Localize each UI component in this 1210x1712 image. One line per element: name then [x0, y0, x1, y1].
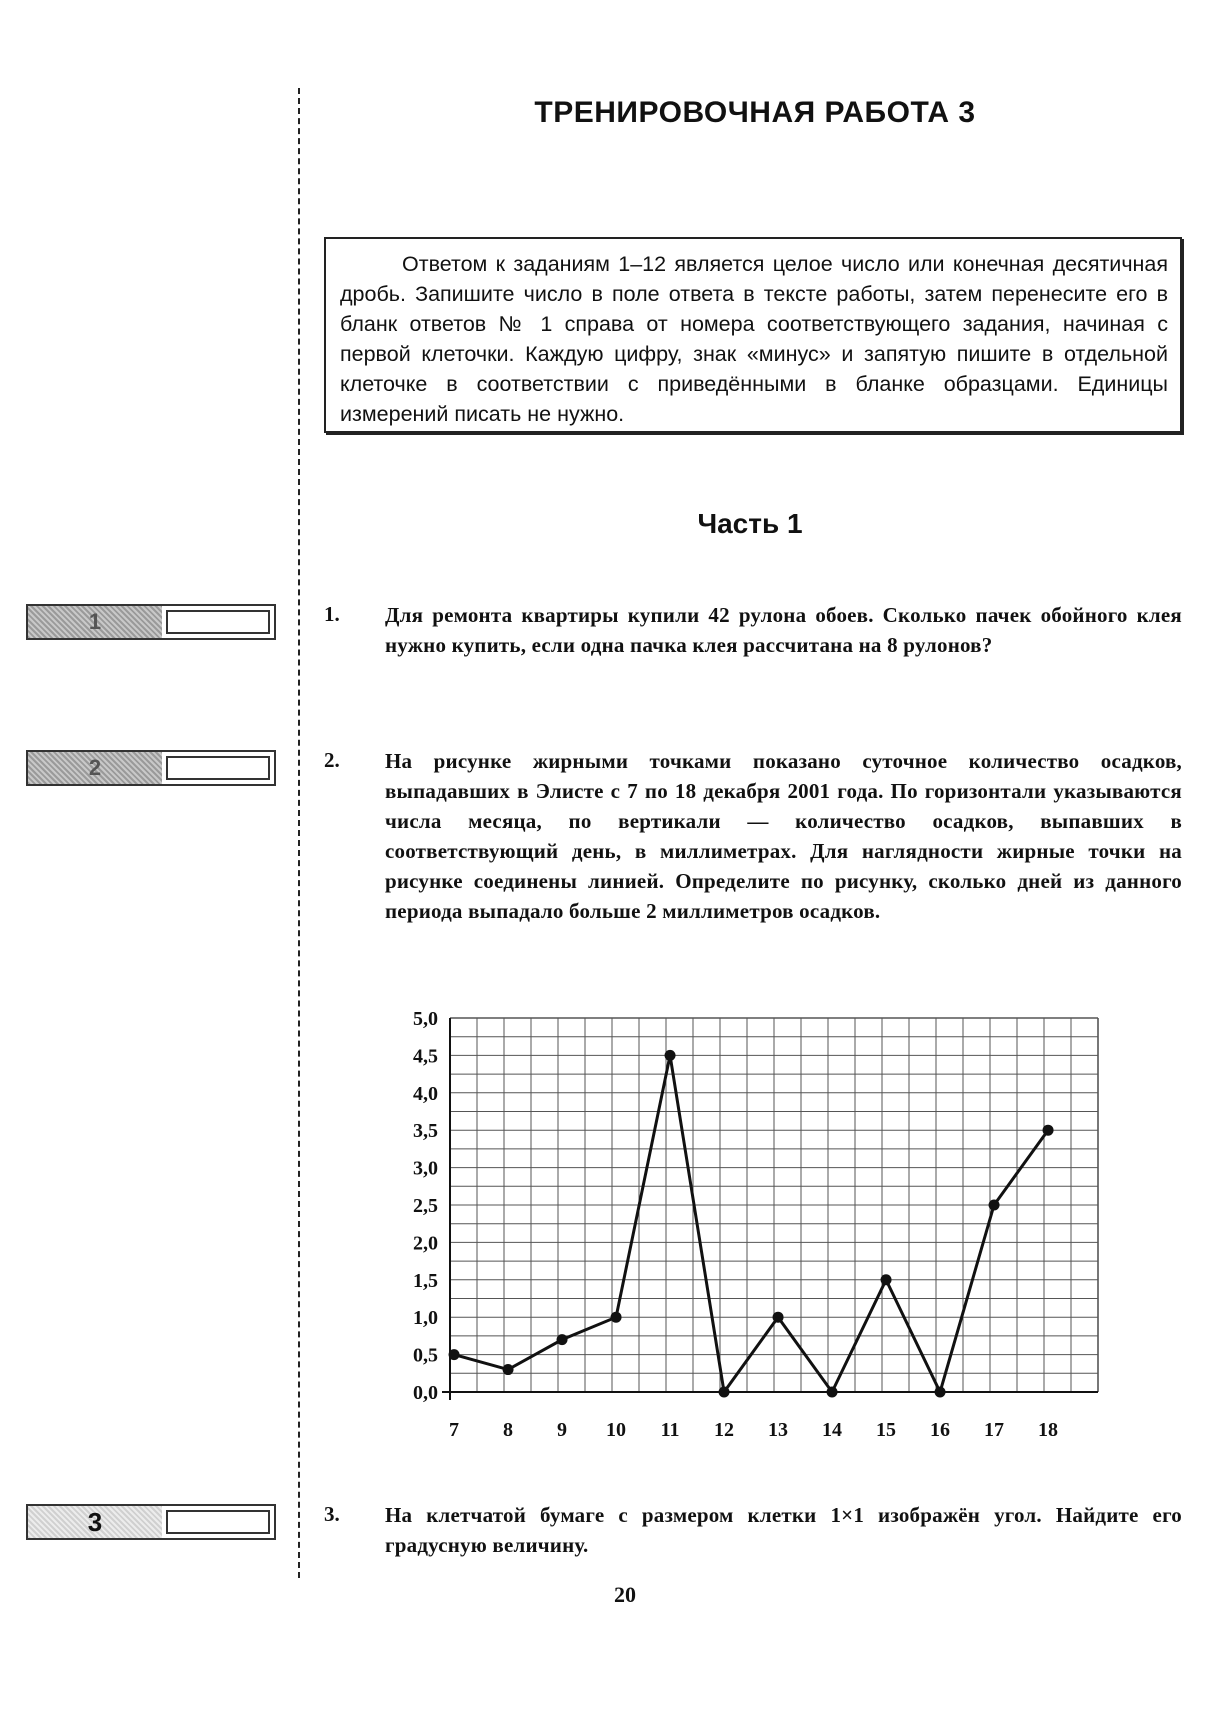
- task-number-2: 2.: [324, 748, 340, 772]
- answer-box-number: 3: [28, 1506, 162, 1538]
- data-point: [989, 1200, 1000, 1211]
- precipitation-chart: [380, 1000, 1120, 1470]
- x-tick-label: 15: [876, 1419, 897, 1441]
- x-tick-label: 8: [503, 1419, 514, 1441]
- task-text-2: На рисунке жирными точками показано суточное количество осадков, выпадавших в Элисте с 7 по 18 декабря 2001 года. По горизонтали указываются числа месяца, по вертикали — количество осадков, выпавших в соответствующий день, в миллиметрах. Для наглядности жирные точки на рисунке соединены линией. Определите по рисунку, сколько дней из данного периода выпадало больше 2 миллиметров осадков.: [385, 749, 1182, 923]
- page-number: 20: [614, 1582, 636, 1607]
- x-tick-label: 16: [930, 1419, 951, 1441]
- y-tick-label: 3,0: [413, 1157, 438, 1180]
- y-tick-label: 1,5: [413, 1269, 438, 1292]
- x-tick-label: 14: [822, 1419, 843, 1441]
- x-tick-label: 18: [1038, 1419, 1059, 1441]
- y-tick-label: 2,0: [413, 1232, 438, 1255]
- cut-line: [298, 88, 300, 1578]
- x-tick-label: 9: [557, 1419, 568, 1441]
- task-number-3: 3.: [324, 1502, 340, 1526]
- data-point: [719, 1387, 730, 1398]
- y-tick-label: 2,5: [413, 1195, 438, 1217]
- data-point: [665, 1050, 676, 1061]
- y-tick-label: 1,0: [413, 1307, 438, 1330]
- data-point: [881, 1274, 892, 1285]
- answer-box-number: 1: [28, 606, 162, 638]
- task-number-1: 1.: [324, 602, 340, 626]
- x-tick-label: 11: [660, 1419, 680, 1441]
- data-point: [935, 1387, 946, 1398]
- y-tick-label: 5,0: [413, 1008, 438, 1030]
- y-tick-label: 0,5: [413, 1344, 438, 1367]
- data-point: [449, 1349, 460, 1360]
- answer-field-1[interactable]: [166, 610, 270, 634]
- chart-svg: [380, 1000, 1120, 1470]
- data-point: [557, 1334, 568, 1345]
- page-title: ТРЕНИРОВОЧНАЯ РАБОТА 3: [534, 96, 976, 129]
- y-tick-label: 3,5: [413, 1120, 438, 1143]
- y-tick-label: 0,0: [413, 1382, 438, 1404]
- answer-box-3: [26, 1504, 276, 1540]
- answer-box-number: 2: [28, 752, 162, 784]
- instructions-box: Ответом к заданиям 1–12 является целое число или конечная десятичная дробь. Запишите число в поле ответа в тексте работы, затем перенесите его в бланк ответов № 1 справа от номера соответствующего задания, начиная с первой клеточки. Каждую цифру, знак «минус» и запятую пишите в отдельной клеточке в соответствии с приведёнными в бланке образцами. Единицы измерений писать не нужно.: [324, 237, 1182, 433]
- x-tick-label: 13: [768, 1419, 789, 1441]
- task-text-1: Для ремонта квартиры купили 42 рулона обоев. Сколько пачек обойного клея нужно купить, если одна пачка клея рассчитана на 8 рулонов?: [385, 603, 1182, 657]
- data-point: [611, 1312, 622, 1323]
- x-tick-label: 7: [449, 1419, 460, 1441]
- y-tick-label: 4,0: [413, 1082, 438, 1105]
- answer-box-1: [26, 604, 276, 640]
- data-point: [1043, 1125, 1054, 1136]
- answer-field-2[interactable]: [166, 756, 270, 780]
- part-title: Часть 1: [697, 508, 803, 539]
- answer-field-3[interactable]: [166, 1510, 270, 1534]
- task-text-3: На клетчатой бумаге с размером клетки 1×1 изображён угол. Найдите его градусную величину.: [385, 1503, 1182, 1557]
- x-tick-label: 10: [606, 1419, 627, 1441]
- x-tick-label: 12: [714, 1419, 735, 1441]
- answer-box-2: [26, 750, 276, 786]
- y-tick-label: 4,5: [413, 1045, 438, 1068]
- x-tick-label: 17: [984, 1419, 1005, 1441]
- data-point: [773, 1312, 784, 1323]
- data-point: [827, 1387, 838, 1398]
- data-point: [503, 1364, 514, 1375]
